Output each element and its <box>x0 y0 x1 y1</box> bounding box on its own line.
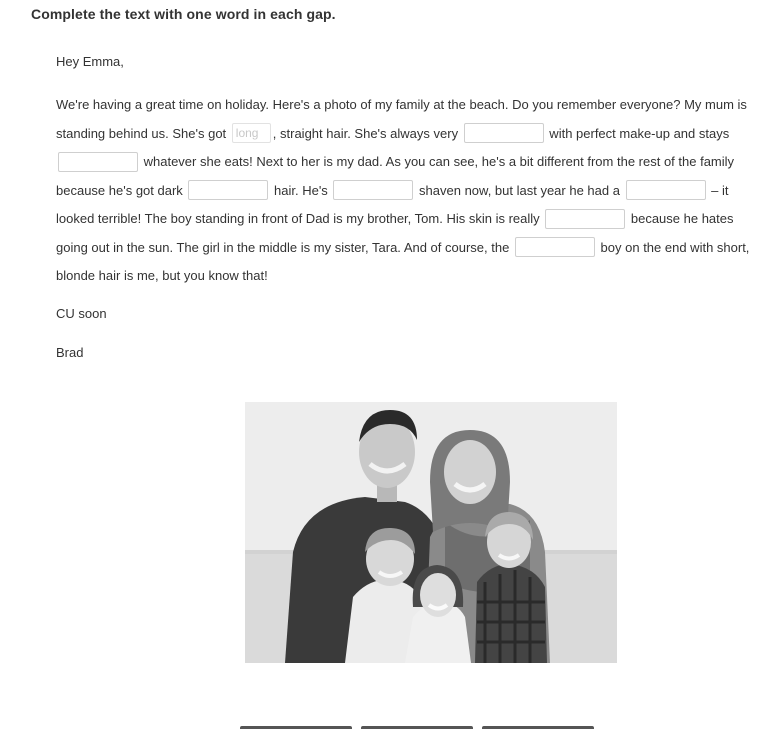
example-answer-box: long <box>232 123 271 143</box>
gap-input-6[interactable] <box>545 209 625 229</box>
gap-input-2[interactable] <box>58 152 138 172</box>
text-segment: hair. He's <box>270 182 332 198</box>
letter-body <box>56 91 766 291</box>
exercise-instruction: Complete the text with one word in each gap. <box>31 6 336 22</box>
gap-input-3[interactable] <box>188 180 268 200</box>
family-photo <box>245 402 617 663</box>
text-segment: with perfect make-up and stays <box>545 125 730 141</box>
text-segment: whatever she eats! Next to her is my dad. As you can see, he's a bit different from the rest of the family because he's got dark <box>56 154 735 198</box>
text-segment: We're having a great time on holiday. Here's a photo of my family at the beach. Do you remember everyone? My mum is standing behind us. She's got <box>56 97 747 141</box>
gap-input-1[interactable] <box>464 123 544 143</box>
letter-signature: Brad <box>56 344 84 360</box>
text-segment: , straight hair. She's always very <box>272 125 462 141</box>
family-photo-illustration <box>245 402 617 663</box>
text-segment: – it looked terrible! The boy standing in front of Dad is my brother, Tom. His skin is really <box>56 182 729 226</box>
gap-input-7[interactable] <box>515 237 595 257</box>
text-segment: because he hates going out in the sun. The girl in the middle is my sister, Tara. And of course, the <box>56 211 734 255</box>
text-segment: shaven now, but last year he had a <box>415 182 624 198</box>
gap-input-5[interactable] <box>626 180 706 200</box>
letter-text <box>56 53 766 362</box>
letter-signoff: CU soon <box>56 305 107 321</box>
text-segment: boy on the end with short, blonde hair is me, but you know that! <box>56 239 750 283</box>
gap-input-4[interactable] <box>333 180 413 200</box>
letter-greeting: Hey Emma, <box>56 54 124 69</box>
